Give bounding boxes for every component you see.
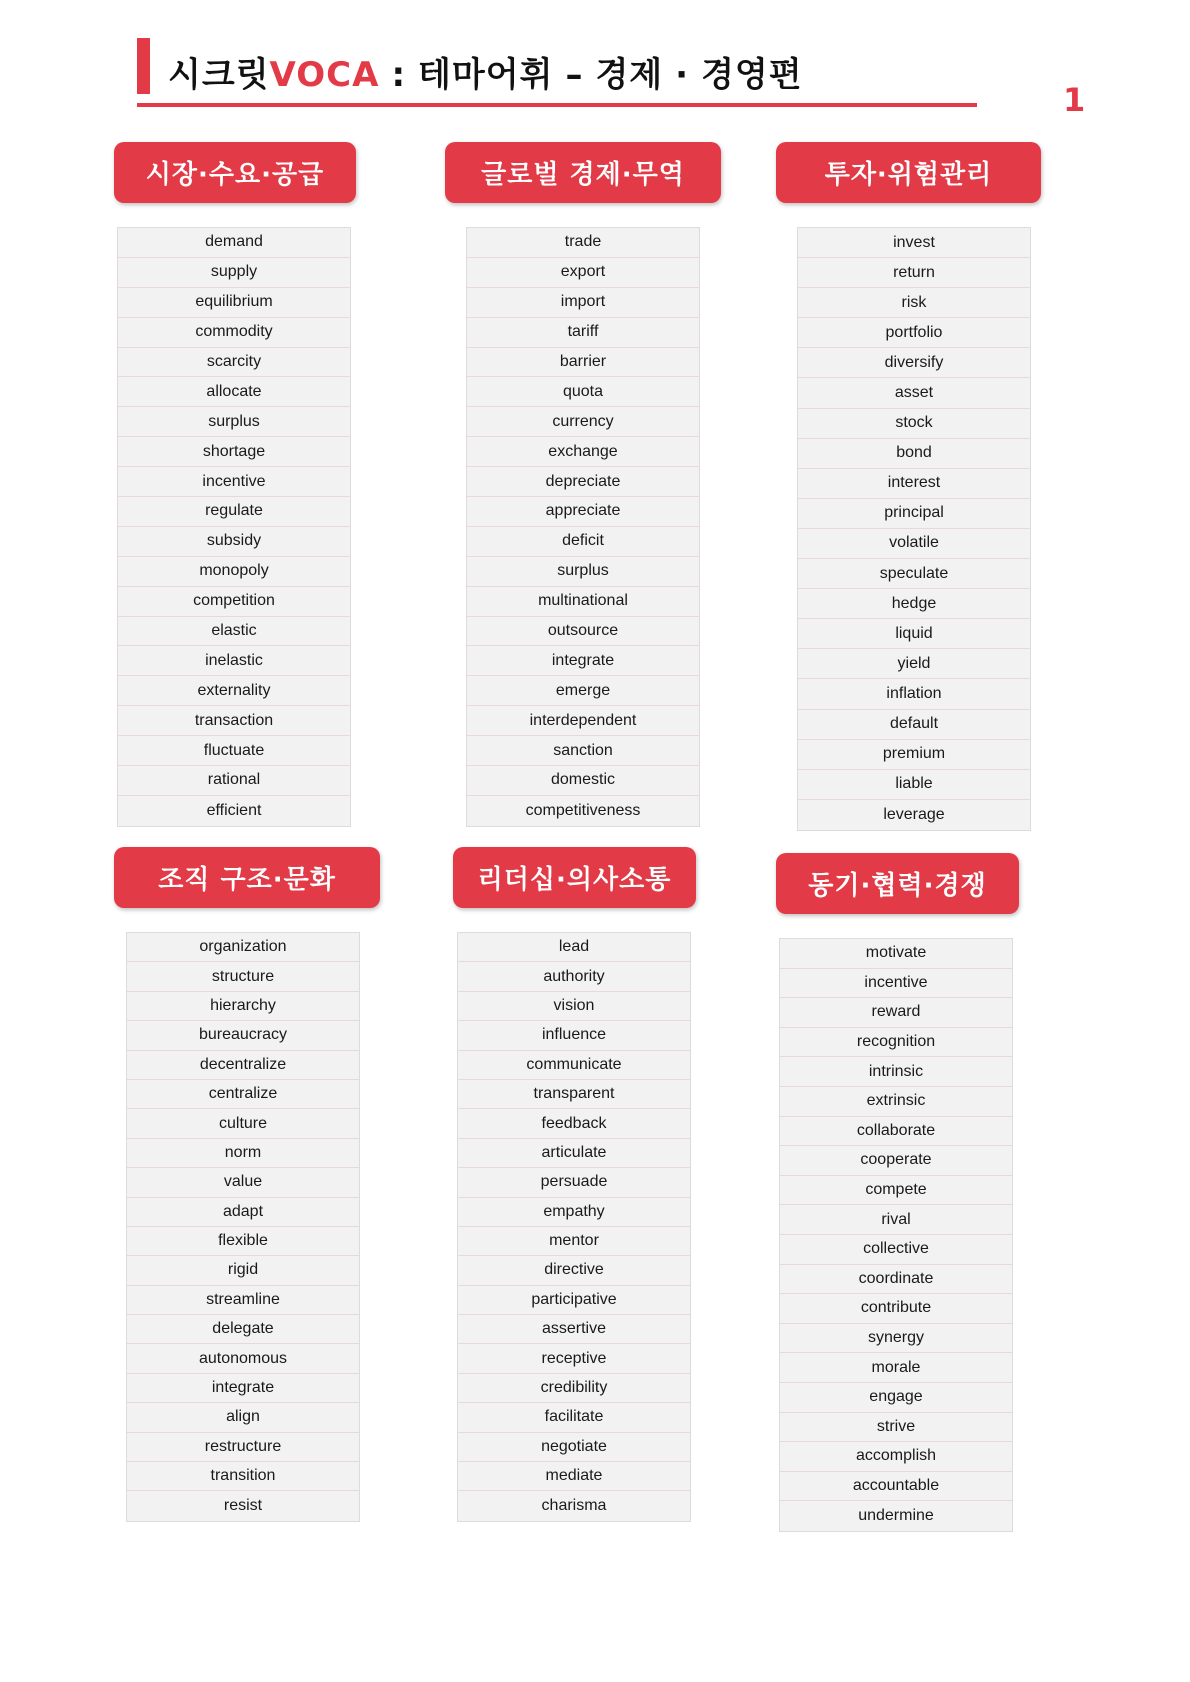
word-row: inelastic — [118, 646, 350, 676]
word-row: risk — [798, 288, 1030, 318]
word-row: assertive — [458, 1315, 690, 1344]
word-row: domestic — [467, 766, 699, 796]
word-row: competition — [118, 587, 350, 617]
word-list-global-trade — [466, 227, 700, 827]
word-row: negotiate — [458, 1433, 690, 1462]
word-list-org-culture — [126, 932, 360, 1522]
title-topic-management: 경영편 — [701, 55, 803, 95]
category-header-global-trade: 글로벌 경제·무역 — [445, 142, 721, 203]
word-row: communicate — [458, 1051, 690, 1080]
word-row: outsource — [467, 617, 699, 647]
word-row: compete — [780, 1176, 1012, 1206]
word-row: default — [798, 710, 1030, 740]
word-row: incentive — [780, 969, 1012, 999]
title-topic-economy: 경제 — [595, 55, 664, 95]
word-row: integrate — [467, 646, 699, 676]
word-row: flexible — [127, 1227, 359, 1256]
word-row: culture — [127, 1109, 359, 1138]
word-row: depreciate — [467, 467, 699, 497]
word-row: streamline — [127, 1286, 359, 1315]
word-row: quota — [467, 377, 699, 407]
word-row: morale — [780, 1353, 1012, 1383]
word-row: externality — [118, 676, 350, 706]
title-dash: – — [565, 55, 584, 95]
word-row: adapt — [127, 1198, 359, 1227]
word-row: bureaucracy — [127, 1021, 359, 1050]
word-row: barrier — [467, 348, 699, 378]
word-row: accomplish — [780, 1442, 1012, 1472]
word-row: trade — [467, 228, 699, 258]
word-row: efficient — [118, 796, 350, 826]
word-row: transition — [127, 1462, 359, 1491]
title-brand-prefix: 시크릿 — [168, 55, 270, 95]
word-row: allocate — [118, 377, 350, 407]
word-row: value — [127, 1168, 359, 1197]
word-row: subsidy — [118, 527, 350, 557]
word-row: fluctuate — [118, 736, 350, 766]
word-row: scarcity — [118, 348, 350, 378]
word-row: integrate — [127, 1374, 359, 1403]
word-row: influence — [458, 1021, 690, 1050]
word-row: hierarchy — [127, 992, 359, 1021]
word-row: tariff — [467, 318, 699, 348]
word-row: collaborate — [780, 1117, 1012, 1147]
category-header-market: 시장·수요·공급 — [114, 142, 356, 203]
category-header-leadership: 리더십·의사소통 — [453, 847, 696, 908]
word-row: export — [467, 258, 699, 288]
word-row: rational — [118, 766, 350, 796]
word-row: autonomous — [127, 1344, 359, 1373]
word-row: engage — [780, 1383, 1012, 1413]
word-row: interest — [798, 469, 1030, 499]
word-row: resist — [127, 1491, 359, 1520]
category-header-motivation: 동기·협력·경쟁 — [776, 853, 1019, 914]
word-row: supply — [118, 258, 350, 288]
word-row: authority — [458, 962, 690, 991]
category-header-investment-risk: 투자·위험관리 — [776, 142, 1041, 203]
word-row: vision — [458, 992, 690, 1021]
word-row: asset — [798, 378, 1030, 408]
word-row: shortage — [118, 437, 350, 467]
title-underline — [137, 103, 977, 107]
word-list-investment-risk — [797, 227, 1031, 831]
word-row: transaction — [118, 706, 350, 736]
word-row: emerge — [467, 676, 699, 706]
title-accent-bar — [137, 38, 150, 94]
word-row: mediate — [458, 1462, 690, 1491]
word-row: diversify — [798, 348, 1030, 378]
word-row: return — [798, 258, 1030, 288]
word-row: deficit — [467, 527, 699, 557]
word-row: rigid — [127, 1256, 359, 1285]
word-row: stock — [798, 409, 1030, 439]
word-row: yield — [798, 649, 1030, 679]
word-row: exchange — [467, 437, 699, 467]
word-row: strive — [780, 1413, 1012, 1443]
word-row: align — [127, 1403, 359, 1432]
word-row: credibility — [458, 1374, 690, 1403]
word-row: cooperate — [780, 1146, 1012, 1176]
word-row: undermine — [780, 1501, 1012, 1531]
word-row: collective — [780, 1235, 1012, 1265]
word-row: contribute — [780, 1294, 1012, 1324]
word-row: surplus — [467, 557, 699, 587]
word-row: persuade — [458, 1168, 690, 1197]
word-row: synergy — [780, 1324, 1012, 1354]
word-row: charisma — [458, 1491, 690, 1520]
word-row: surplus — [118, 407, 350, 437]
word-row: feedback — [458, 1109, 690, 1138]
word-row: structure — [127, 962, 359, 991]
word-row: extrinsic — [780, 1087, 1012, 1117]
page-title — [168, 50, 803, 100]
word-row: accountable — [780, 1472, 1012, 1502]
word-row: recognition — [780, 1028, 1012, 1058]
word-row: leverage — [798, 800, 1030, 830]
word-row: centralize — [127, 1080, 359, 1109]
word-row: empathy — [458, 1198, 690, 1227]
word-list-market — [117, 227, 351, 827]
word-row: interdependent — [467, 706, 699, 736]
word-row: receptive — [458, 1344, 690, 1373]
word-row: premium — [798, 740, 1030, 770]
word-row: currency — [467, 407, 699, 437]
word-list-leadership — [457, 932, 691, 1522]
word-row: regulate — [118, 497, 350, 527]
word-row: coordinate — [780, 1265, 1012, 1295]
word-row: appreciate — [467, 497, 699, 527]
word-row: delegate — [127, 1315, 359, 1344]
word-row: invest — [798, 228, 1030, 258]
word-row: liable — [798, 770, 1030, 800]
word-row: commodity — [118, 318, 350, 348]
word-row: mentor — [458, 1227, 690, 1256]
page-number: 1 — [1063, 81, 1086, 119]
word-row: portfolio — [798, 318, 1030, 348]
word-row: participative — [458, 1286, 690, 1315]
word-row: transparent — [458, 1080, 690, 1109]
word-row: elastic — [118, 617, 350, 647]
word-row: norm — [127, 1139, 359, 1168]
word-list-motivation — [779, 938, 1013, 1532]
word-row: competitiveness — [467, 796, 699, 826]
word-row: principal — [798, 499, 1030, 529]
title-brand-en: VOCA — [269, 55, 380, 95]
category-header-org-culture: 조직 구조·문화 — [114, 847, 380, 908]
word-row: inflation — [798, 679, 1030, 709]
word-row: speculate — [798, 559, 1030, 589]
word-row: motivate — [780, 939, 1012, 969]
word-row: monopoly — [118, 557, 350, 587]
word-row: restructure — [127, 1433, 359, 1462]
word-row: decentralize — [127, 1051, 359, 1080]
word-row: lead — [458, 933, 690, 962]
word-row: multinational — [467, 587, 699, 617]
word-row: incentive — [118, 467, 350, 497]
word-row: rival — [780, 1205, 1012, 1235]
word-row: sanction — [467, 736, 699, 766]
word-row: articulate — [458, 1139, 690, 1168]
title-colon: : — [391, 55, 407, 95]
word-row: demand — [118, 228, 350, 258]
word-row: reward — [780, 998, 1012, 1028]
word-row: intrinsic — [780, 1057, 1012, 1087]
word-row: bond — [798, 439, 1030, 469]
word-row: volatile — [798, 529, 1030, 559]
word-row: organization — [127, 933, 359, 962]
word-row: import — [467, 288, 699, 318]
word-row: hedge — [798, 589, 1030, 619]
word-row: facilitate — [458, 1403, 690, 1432]
word-row: liquid — [798, 619, 1030, 649]
title-dot: · — [675, 55, 690, 95]
word-row: directive — [458, 1256, 690, 1285]
title-theme: 테마어휘 — [418, 55, 554, 95]
word-row: equilibrium — [118, 288, 350, 318]
